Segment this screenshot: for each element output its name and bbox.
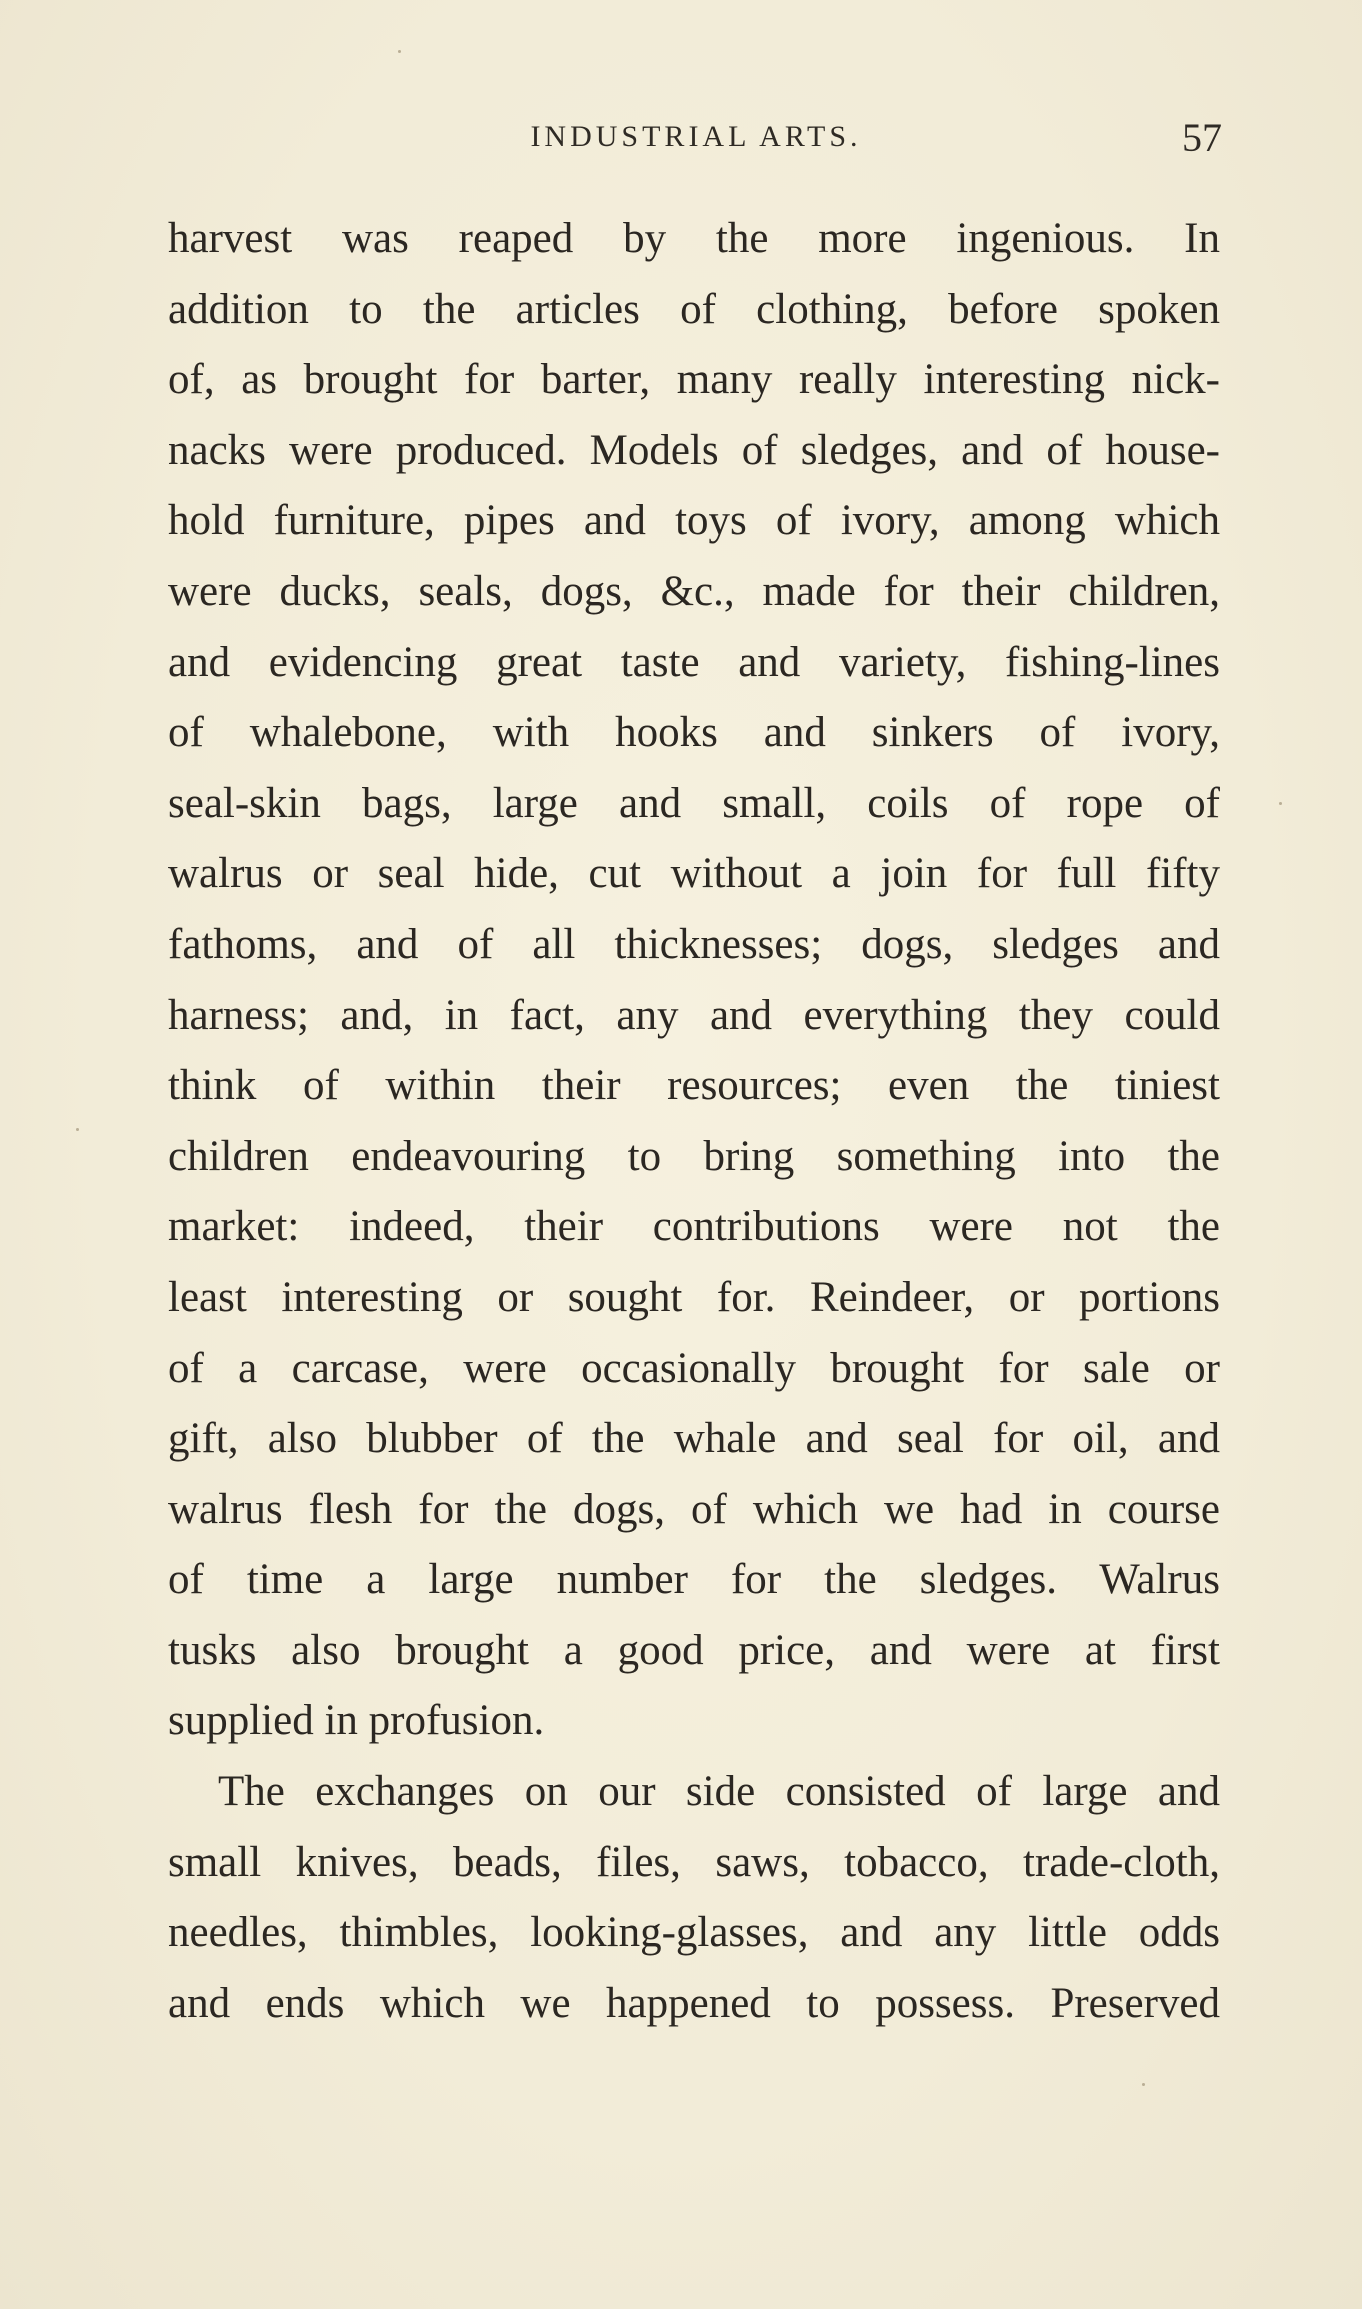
text-line: and ends which we happened to possess. Preserved (168, 1979, 1220, 2027)
text-line: fathoms, and of all thicknesses; dogs, sledges and (168, 920, 1220, 968)
page-number: 57 (1182, 115, 1222, 160)
text-line: harness; and, in fact, any and everything they could (168, 991, 1220, 1039)
body-text (168, 204, 1220, 2039)
text-line: of whalebone, with hooks and sinkers of ivory, (168, 709, 1220, 757)
paragraph-1 (168, 204, 1220, 1757)
text-line: were ducks, seals, dogs, &c., made for their children, (168, 567, 1220, 615)
text-line: gift, also blubber of the whale and seal for oil, and (168, 1415, 1220, 1463)
text-line: small knives, beads, files, saws, tobacco, trade-cloth, (168, 1838, 1220, 1886)
paragraph-2 (168, 1757, 1220, 2039)
text-line: supplied in profusion. (168, 1697, 545, 1745)
text-line: seal-skin bags, large and small, coils of rope of (168, 779, 1220, 827)
text-line: tusks also brought a good price, and were at first (168, 1626, 1220, 1674)
text-line: of, as brought for barter, many really interesting nick- (168, 356, 1220, 404)
running-head (170, 115, 1222, 170)
paper-speck (76, 1128, 79, 1131)
text-line: walrus or seal hide, cut without a join for full fifty (168, 850, 1220, 898)
paper-speck (398, 50, 401, 53)
paper-speck (1142, 2083, 1145, 2086)
paper-speck (1279, 802, 1282, 805)
text-line: hold furniture, pipes and toys of ivory, among which (168, 497, 1220, 545)
text-line: children endeavouring to bring something into the (168, 1132, 1220, 1180)
text-line: market: indeed, their contributions were not the (168, 1203, 1220, 1251)
text-line: needles, thimbles, looking-glasses, and any little odds (168, 1909, 1220, 1957)
text-line: of time a large number for the sledges. Walrus (168, 1556, 1220, 1604)
text-line: harvest was reaped by the more ingenious. In (168, 215, 1220, 262)
text-line: think of within their resources; even the tiniest (168, 1062, 1220, 1110)
text-line: nacks were produced. Models of sledges, and of house- (168, 426, 1220, 474)
text-line: and evidencing great taste and variety, fishing-lines (168, 638, 1220, 686)
text-line: of a carcase, were occasionally brought for sale or (168, 1344, 1220, 1392)
text-line: least interesting or sought for. Reindeer, or portions (168, 1273, 1220, 1321)
running-head-title: INDUSTRIAL ARTS. (530, 120, 862, 153)
text-line: walrus flesh for the dogs, of which we had in course (168, 1485, 1220, 1533)
text-line: The exchanges on our side consisted of large and (218, 1768, 1220, 1816)
text-line: addition to the articles of clothing, before spoken (168, 285, 1220, 333)
